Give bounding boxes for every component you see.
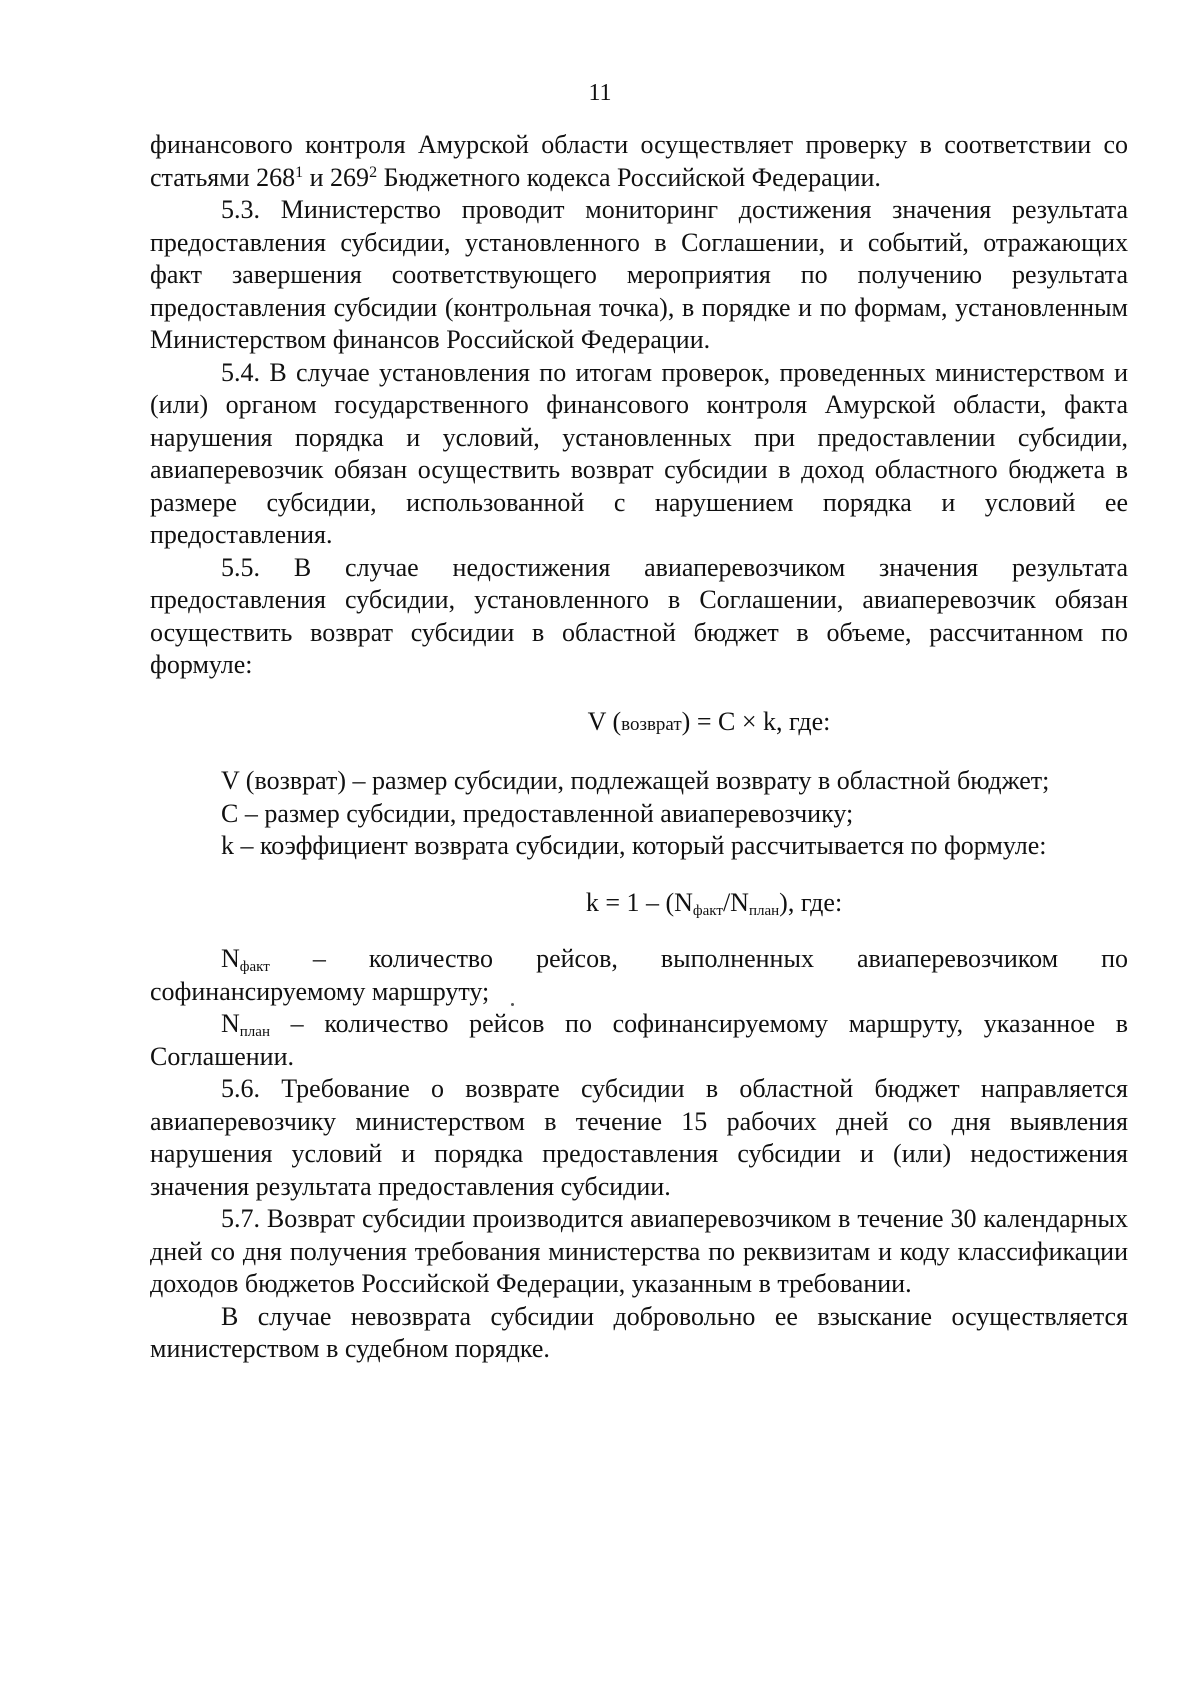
variable-symbol: N bbox=[221, 944, 240, 973]
definition-k: k – коэффициент возврата субсидии, который рассчитывается по формуле: bbox=[221, 831, 1047, 860]
document-body bbox=[150, 129, 1128, 1366]
paragraph-5-6: 5.6. Требование о возврате субсидии в областной бюджет направляется авиаперевозчику министерством в течение 15 рабочих дней со дня выявления нарушения условий и порядка предоставления субсидии и (или) недостижения значения результата предоставления субсидии. bbox=[150, 1074, 1128, 1201]
formula-subscript-word: возврат bbox=[621, 713, 682, 735]
variable-subscript: план bbox=[239, 1024, 270, 1040]
paragraph-final: В случае невозврата субсидии добровольно ее взыскание осуществляется министерством в судебном порядке. bbox=[150, 1301, 1128, 1363]
footnote-mark: 2 bbox=[369, 163, 378, 181]
paragraph-5-4: 5.4. В случае установления по итогам проверок, проведенных министерством и (или) органом государственного финансового контроля Амурской области, факта нарушения порядка и условий, установленных при предоставлении субсидии, авиаперевозчик обязан осуществить возврат субсидии в доход областного бюджета в размере субсидии, использованной с нарушением порядка и условий ее предоставления. bbox=[150, 357, 1128, 549]
formula-text: V ( bbox=[587, 706, 622, 736]
variable-symbol: N bbox=[221, 1009, 240, 1038]
definition-n-fact bbox=[150, 943, 1128, 1008]
scan-speck bbox=[511, 1003, 514, 1006]
formula-subscript: факт bbox=[692, 902, 723, 919]
return-formula bbox=[150, 706, 1128, 742]
paragraph-5-5: 5.5. В случае недостижения авиаперевозчиком значения результата предоставления субсидии, установленного в Соглашении, авиаперевозчик обязан осуществить возврат субсидии в областной бюджет в объеме, рассчитанном по формуле: bbox=[150, 552, 1128, 679]
formula-subscript: план bbox=[748, 902, 780, 919]
definition-text: – количество рейсов, выполненных авиаперевозчиком по софинансируемому маршруту; bbox=[150, 944, 1128, 1006]
formula-text: k = 1 – (N bbox=[585, 887, 693, 917]
formula-text: ), где: bbox=[779, 887, 843, 917]
definition-c: C – размер субсидии, предоставленной авиаперевозчику; bbox=[221, 798, 854, 828]
page-number: 11 bbox=[588, 80, 612, 106]
definition-text: – количество рейсов по софинансируемому маршруту, указанное в Соглашении. bbox=[150, 1009, 1128, 1071]
paragraph-text: Бюджетного кодекса Российской Федерации. bbox=[377, 162, 881, 192]
paragraph-text: и 269 bbox=[303, 162, 370, 192]
coefficient-formula bbox=[150, 887, 1128, 920]
formula-text: ) = C × k, где: bbox=[681, 706, 831, 736]
paragraph-continuation bbox=[150, 129, 1128, 194]
footnote-mark: 1 bbox=[295, 163, 304, 181]
paragraph-5-3: 5.3. Министерство проводит мониторинг достижения значения результата предоставления субсидии, установленного в Соглашении, и событий, отражающих факт завершения соответствующего мероприятия по получению результата предоставления субсидии (контрольная точка), в порядке и по формам, установленным Министерством финансов Российской Федерации. bbox=[150, 195, 1128, 354]
definition-v: V (возврат) – размер субсидии, подлежащей возврату в областной бюджет; bbox=[221, 766, 1050, 795]
variable-subscript: факт bbox=[239, 959, 270, 975]
definition-n-plan bbox=[150, 1008, 1128, 1073]
formula-text: /N bbox=[722, 887, 749, 917]
paragraph-text: финансового контроля Амурской области осуществляет проверку в соответствии со статьями 268 bbox=[150, 130, 1128, 192]
paragraph-5-7: 5.7. Возврат субсидии производится авиаперевозчиком в течение 30 календарных дней со дня получения требования министерства по реквизитам и коду классификации доходов бюджетов Российской Федерации, указанным в требовании. bbox=[150, 1204, 1128, 1298]
